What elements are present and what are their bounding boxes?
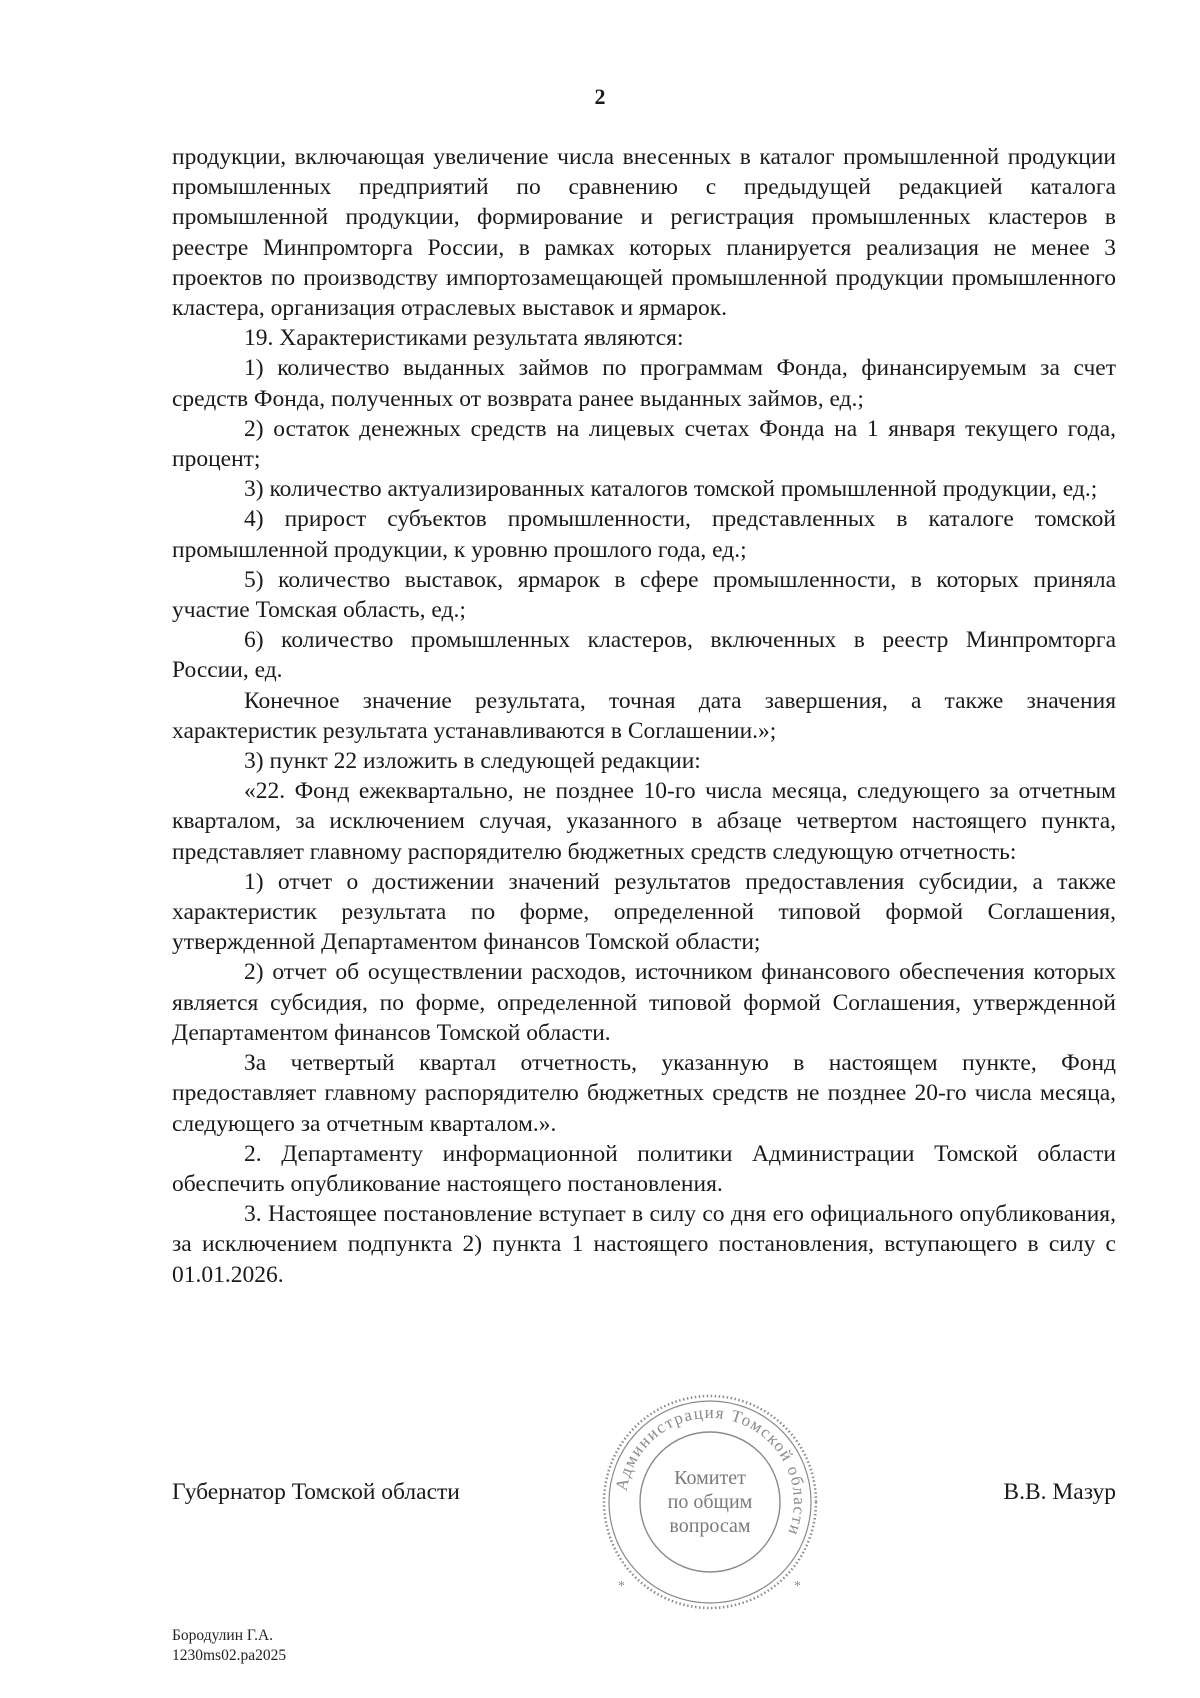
official-stamp — [598, 1390, 822, 1614]
paragraph: продукции, включающая увеличение числа внесенных в каталог промышленной продукции промышленных предприятий по сравнению с предыдущей редакцией каталога промышленной продукции, формирование и регистрация промышленных кластеров в реестре Минпромторга России, в рамках которых планируется реализация не менее 3 проектов по производству импортозамещающей промышленной продукции промышленного кластера, организация отраслевых выставок и ярмарок. — [172, 144, 1116, 322]
paragraph: «22. Фонд ежеквартально, не позднее 10-го числа месяца, следующего за отчетным кварталом, за исключением случая, указанного в абзаце четвертом настоящего пункта, представляет главному распорядителю бюджетных средств следующую отчетность: — [172, 778, 1116, 865]
stamp-line-2: по общим — [667, 1491, 753, 1513]
paragraph: 3) пункт 22 изложить в следующей редакции: — [244, 748, 701, 775]
paragraph: За четвертый квартал отчетность, указанную в настоящем пункте, Фонд предоставляет главному распорядителю бюджетных средств не позднее 20-го числа месяца, следующего за отчетным кварталом.». — [172, 1050, 1116, 1137]
document-footer — [172, 1626, 286, 1666]
paragraph: 2) отчет об осуществлении расходов, источником финансового обеспечения которых является субсидия, по форме, определенной типовой формой Соглашения, утвержденной Департаментом финансов Томской области. — [172, 959, 1116, 1046]
stamp-ring-textpath: Администрация Томской области — [611, 1402, 810, 1539]
paragraph: 5) количество выставок, ярмарок в сфере промышленности, в которых приняла участие Томская область, ед.; — [172, 566, 1116, 624]
paragraph: 1) отчет о достижении значений результатов предоставления субсидии, а также характеристик результата по форме, определенной типовой формой Соглашения, утвержденной Департаментом финансов Томской области; — [172, 868, 1116, 956]
paragraph: 3) количество актуализированных каталогов томской промышленной продукции, ед.; — [244, 476, 1098, 503]
paragraph: 6) количество промышленных кластеров, включенных в реестр Минпромторга России, ед. — [172, 627, 1116, 684]
page-number: 2 — [594, 84, 606, 109]
paragraph: 1) количество выданных займов по программам Фонда, финансируемым за счет средств Фонда, полученных от возврата ранее выданных займов, ед.; — [172, 355, 1116, 412]
stamp-line-1: Комитет — [674, 1467, 746, 1489]
paragraph: 2. Департаменту информационной политики Администрации Томской области обеспечить опубликование настоящего постановления. — [172, 1140, 1116, 1197]
paragraph: 4) прирост субъектов промышленности, представленных в каталоге томской промышленной продукции, к уровню прошлого года, ед.; — [172, 506, 1116, 563]
paragraph: 2) остаток денежных средств на лицевых счетах Фонда на 1 января текущего года, процент; — [172, 415, 1116, 473]
signatory-name: В.В. Мазур — [1003, 1479, 1116, 1505]
paragraph: Конечное значение результата, точная дата завершения, а также значения характеристик результата устанавливаются в Соглашении.»; — [172, 687, 1116, 744]
paragraph: 19. Характеристиками результата являются: — [244, 325, 684, 352]
document-body — [172, 142, 1116, 1290]
stamp-star-left: * — [618, 1579, 625, 1594]
document-code: 1230ms02.pa2025 — [172, 1647, 287, 1664]
signatory-position: Губернатор Томской области — [172, 1479, 460, 1505]
stamp-line-3: вопросам — [669, 1515, 751, 1537]
paragraph: 3. Настоящее постановление вступает в силу со дня его официального опубликования, за исключением подпункта 2) пункта 1 настоящего постановления, вступающего в силу с 01.01.2026. — [172, 1201, 1116, 1288]
author-name: Бородулин Г.А. — [172, 1627, 274, 1644]
stamp-star-right: * — [794, 1579, 801, 1594]
